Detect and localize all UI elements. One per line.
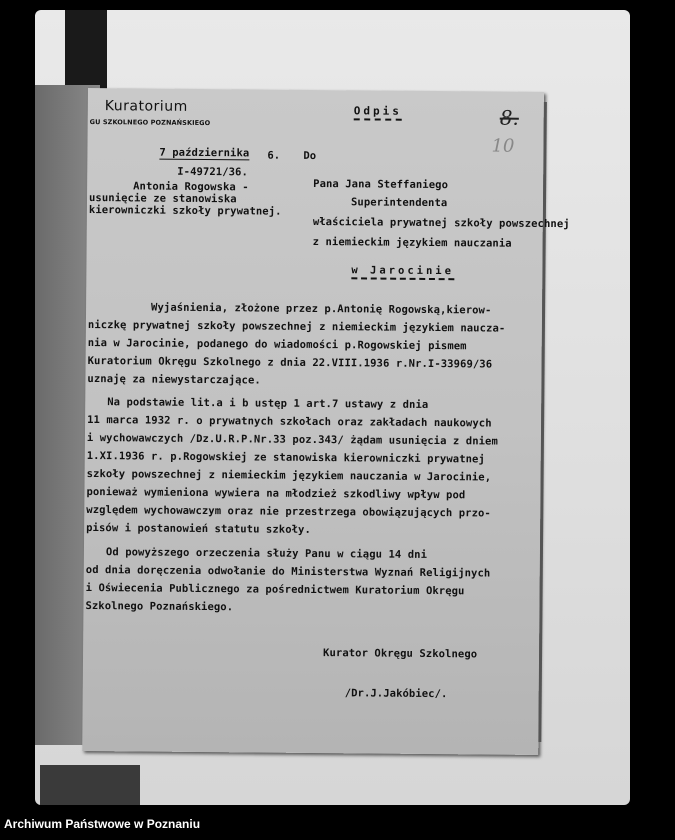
body-line: ponieważ wymieniona wywiera na młodzież szkodliwy wpływ pod <box>86 486 466 502</box>
subject-line: Antonia Rogowska - <box>133 180 249 194</box>
archive-watermark: Archiwum Państwowe w Poznaniu <box>4 817 201 831</box>
addressee-to: Do <box>303 149 317 162</box>
document-page <box>82 88 570 755</box>
addressee-line: z niemieckim językiem nauczania <box>312 235 512 250</box>
body-line: Od powyższego orzeczenia służy Panu w ciągu 14 dni <box>105 546 428 561</box>
addressee-line: właściciela prywatnej szkoły powszechnej <box>312 215 570 231</box>
body-line: Na podstawie lit.a i b ustęp 1 art.7 ustawy z dnia <box>107 396 429 411</box>
subject-line: usunięcie ze stanowiska <box>88 192 237 206</box>
date-suffix: 6. <box>267 149 281 162</box>
body-line: 11 marca 1932 r. o prywatnych szkołach oraz zakładach naukowych <box>87 414 492 430</box>
body-line: względem wychowawczym oraz nie przestrzega obowiązujących przo- <box>86 504 491 520</box>
addressee-title: Superintendenta <box>350 196 448 210</box>
addressee-place: w Jarocinie <box>351 264 454 280</box>
signature-title: Kurator Okręgu Szkolnego <box>323 647 478 661</box>
body-line: niczkę prywatnej szkoły powszechnej z niemieckim językiem naucza- <box>87 319 506 335</box>
body-line: Kuratorium Okręgu Szkolnego z dnia 22.VIII.1936 r.Nr.I-33969/36 <box>87 355 493 371</box>
body-line: i Oświecenia Publicznego za pośrednictwem Kuratorium Okręgu <box>85 581 465 598</box>
body-line: pisów i postanowień statutu szkoły. <box>86 522 311 536</box>
document-heading: Odpis <box>354 104 402 120</box>
folder-flap-lower <box>40 765 140 805</box>
body-line: Szkolnego Poznańskiego. <box>85 599 234 614</box>
reference-number: I-49721/36. <box>177 165 248 179</box>
letterhead-title: Kuratorium <box>104 98 188 115</box>
date-line: 7 października <box>159 146 250 160</box>
body-line: i wychowawczych /Dz.U.R.P.Nr.33 poz.343/ żądam usunięcia z dniem <box>86 432 498 448</box>
signature-name: /Dr.J.Jakóbiec/. <box>344 687 448 701</box>
body-line: 1.XI.1936 r. p.Rogowskiej ze stanowiska kierowniczki prywatnej <box>86 450 485 466</box>
letterhead-subtitle: GU SZKOLNEGO POZNAŃSKIEGO <box>89 118 211 128</box>
body-line: nia w Jarocinie, podanego do wiadomości p.Rogowskiej pismem <box>87 337 467 353</box>
body-line: szkoły powszechnej z niemieckim językiem nauczania w Jarocinie, <box>86 468 492 484</box>
body-line: od dnia doręczenia odwołanie do Ministerstwa Wyznań Religijnych <box>85 563 491 580</box>
subject-line: kierowniczki szkoły prywatnej. <box>88 204 282 218</box>
addressee-name: Pana Jana Steffaniego <box>313 177 449 192</box>
body-line: uznaję za niewystarczające. <box>87 373 261 387</box>
page-number: 10 <box>491 135 515 157</box>
page-number-crossed: 8. <box>499 105 519 130</box>
body-line: Wyjaśnienia, złożone przez p.Antonię Rogowską,kierow- <box>151 301 492 317</box>
